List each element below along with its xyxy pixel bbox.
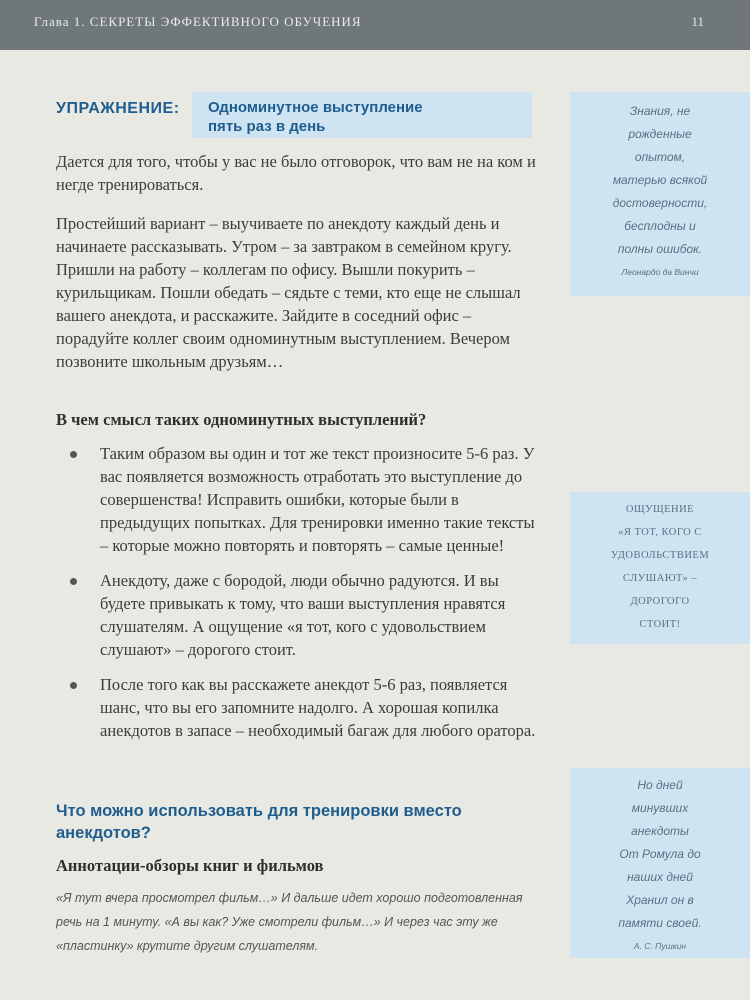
list-item bbox=[70, 442, 546, 557]
quote-author: А. С. Пушкин bbox=[633, 941, 687, 951]
list-item bbox=[70, 673, 546, 742]
quote-line: Но дней bbox=[637, 778, 683, 792]
quote-line: опытом, bbox=[634, 150, 686, 164]
intro-paragraph bbox=[56, 150, 546, 196]
bullet-dot-icon bbox=[70, 451, 77, 458]
list-item bbox=[70, 569, 546, 661]
exercise-title-line-2: пять раз в день bbox=[208, 118, 326, 135]
bullet-dot-icon bbox=[70, 578, 77, 585]
exercise-title-box bbox=[192, 92, 532, 138]
quote-line: Хранил он в bbox=[626, 893, 694, 907]
quote-line: «Я ТОТ, КОГО С bbox=[618, 527, 702, 538]
quote-line: УДОВОЛЬСТВИЕМ bbox=[610, 550, 710, 561]
page-number: 11 bbox=[691, 14, 704, 29]
bullet-dot-icon bbox=[70, 682, 77, 689]
quote-line: рожденные bbox=[628, 127, 692, 141]
sidebar-quote-davinci bbox=[570, 92, 750, 296]
quote-line: Знания, не bbox=[629, 104, 691, 118]
paragraph-2: Простейший вариант – выучиваете по анекдоту каждый день и начинаете рассказывать. Утром – за завтраком в семейном кругу. Пришли на работу – коллегам по офису. Вышли покурить – курильщикам. Пошли обедать – сядьте с теми, кто еще не слышал вашего анекдота, и расскажите. Зайдите в соседний офис – порадуйте коллег своим одноминутным выступлением. Вечером позвоните школьным друзьям… bbox=[56, 214, 521, 371]
quote-line: От Ромула до bbox=[619, 847, 701, 861]
page-header bbox=[0, 0, 750, 50]
paragraph-1: Дается для того, чтобы у вас не было отговорок, что вам не на ком и негде тренироваться. bbox=[56, 152, 536, 194]
question-heading: В чем смысл таких одноминутных выступлений? bbox=[56, 410, 427, 429]
quote-line: наших дней bbox=[627, 870, 693, 884]
annotation-example: «Я тут вчера просмотрел фильм…» И дальше идет хорошо подготовленная речь на 1 минуту. «А вы как? Уже смотрели фильм…» И через час эту же «пластинку» крутите другим слушателям. bbox=[56, 891, 523, 953]
quote-line: ДОРОГОГО bbox=[630, 596, 690, 607]
quote-line: ОЩУЩЕНИЕ bbox=[625, 504, 695, 515]
annotations-heading: Аннотации-обзоры книг и фильмов bbox=[56, 856, 324, 875]
quote-line: СТОИТ! bbox=[639, 619, 681, 630]
quote-line: матерью всякой bbox=[612, 173, 708, 187]
quote-line: анекдоты bbox=[631, 824, 689, 838]
quote-author: Леонардо да Винчи bbox=[621, 267, 699, 277]
sidebar-quote-feeling bbox=[570, 492, 750, 644]
exercise-title-line-1: Одноминутное выступление bbox=[208, 99, 423, 116]
variant-paragraph bbox=[56, 212, 546, 373]
quote-line: памяти своей. bbox=[618, 916, 702, 930]
exercise-title bbox=[208, 98, 423, 136]
quote-line: СЛУШАЮТ» – bbox=[622, 573, 698, 584]
quote-line: бесплодны и bbox=[624, 219, 696, 233]
list-item-text: После того как вы расскажете анекдот 5-6 раз, появляется шанс, что вы его запомните надолго. А хорошая копилка анекдотов в запасе – необходимый багаж для любого оратора. bbox=[100, 675, 536, 740]
quote-line: достоверности, bbox=[612, 196, 708, 210]
quote-line: полны ошибок. bbox=[617, 242, 703, 256]
list-item-text: Анекдоту, даже с бородой, люди обычно радуются. И вы будете привыкать к тому, что ваши выступления нравятся слушателям. А ощущение «я тот, кого с удовольствием слушают» – дорогого стоит. bbox=[100, 571, 506, 659]
sidebar-quote-pushkin bbox=[570, 768, 750, 958]
quote-line: минувших bbox=[631, 801, 689, 815]
exercise-label: УПРАЖНЕНИЕ: bbox=[56, 100, 180, 117]
alternatives-heading: Что можно использовать для тренировки вместо анекдотов? bbox=[56, 802, 462, 842]
list-item-text: Таким образом вы один и тот же текст произносите 5-6 раз. У вас появляется возможность отработать это выступление до совершенства! Исправить ошибки, которые были в предыдущих попытках. Для тренировки именно такие тексты – которые можно повторять и повторять – самые ценные! bbox=[100, 444, 535, 555]
benefits-list bbox=[70, 442, 546, 742]
chapter-title: Глава 1. СЕКРЕТЫ ЭФФЕКТИВНОГО ОБУЧЕНИЯ bbox=[34, 14, 362, 29]
